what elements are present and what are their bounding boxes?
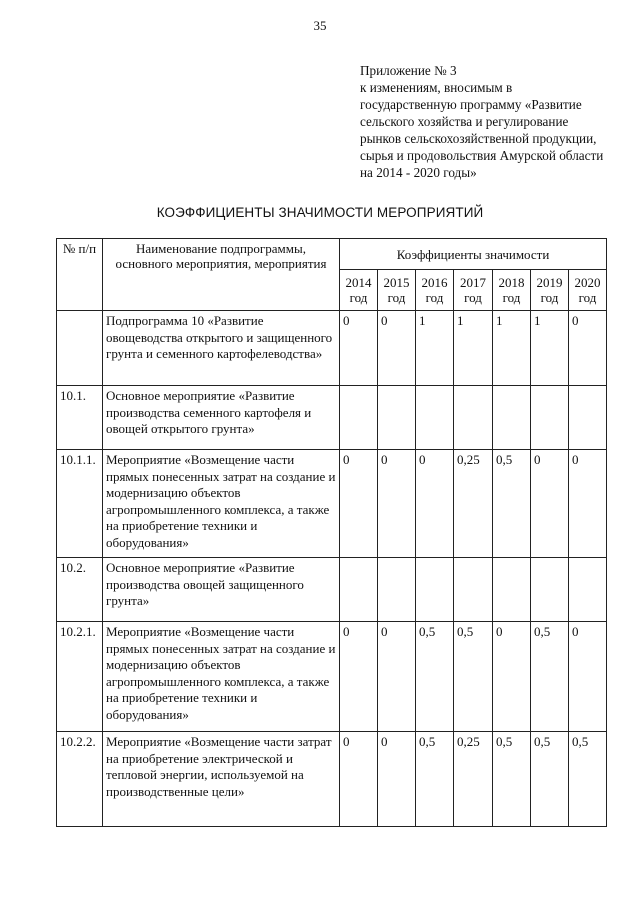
value-cell: 0 <box>340 311 378 386</box>
row-name: Мероприятие «Возмещение части прямых понесенных затрат на создание и модернизацию объектов агропромышленного комплекса, а также на приобретение техники и оборудования» <box>103 622 340 732</box>
year-label: 2019 <box>536 275 563 290</box>
value-cell: 1 <box>531 311 569 386</box>
value-cell: 0 <box>378 732 416 827</box>
document-title: КОЭФФИЦИЕНТЫ ЗНАЧИМОСТИ МЕРОПРИЯТИЙ <box>156 205 484 220</box>
year-unit: год <box>540 290 559 305</box>
value-cell: 0,5 <box>454 622 493 732</box>
year-label: 2016 <box>421 275 448 290</box>
value-cell <box>493 386 531 450</box>
year-unit: год <box>578 290 597 305</box>
value-cell <box>378 558 416 622</box>
value-cell: 1 <box>454 311 493 386</box>
appendix-line: сырья и продовольствия Амурской области <box>360 148 604 163</box>
value-cell: 0 <box>378 622 416 732</box>
value-cell <box>569 386 607 450</box>
value-cell <box>531 558 569 622</box>
value-cell <box>531 386 569 450</box>
appendix-line: сельского хозяйства и регулирование <box>360 114 569 129</box>
value-cell <box>378 386 416 450</box>
row-number: 10.2.2. <box>57 732 103 827</box>
row-number <box>57 311 103 386</box>
value-cell: 0,5 <box>416 622 454 732</box>
value-cell: 0 <box>569 311 607 386</box>
value-cell <box>416 558 454 622</box>
value-cell: 0,5 <box>569 732 607 827</box>
table-row <box>57 450 607 558</box>
value-cell: 0 <box>493 622 531 732</box>
appendix-line: на 2014 - 2020 годы» <box>360 165 477 180</box>
header-year-2019 <box>531 270 569 311</box>
value-cell <box>416 386 454 450</box>
row-name: Мероприятие «Возмещение части прямых понесенных затрат на создание и модернизацию объектов агропромышленного комплекса, а также на приобретение техники и оборудования» <box>103 450 340 558</box>
table-row <box>57 558 607 622</box>
appendix-line: Приложение № 3 <box>360 63 457 78</box>
appendix-line: к изменениям, вносимым в <box>360 80 513 95</box>
value-cell: 0 <box>340 732 378 827</box>
header-year-2017 <box>454 270 493 311</box>
table-row <box>57 622 607 732</box>
value-cell: 0 <box>378 311 416 386</box>
value-cell: 0 <box>569 622 607 732</box>
row-name: Мероприятие «Возмещение части затрат на приобретение электрической и тепловой энергии, используемой на производственные цели» <box>103 732 340 827</box>
year-unit: год <box>425 290 444 305</box>
value-cell: 0 <box>340 622 378 732</box>
header-year-2016 <box>416 270 454 311</box>
table-row <box>57 732 607 827</box>
header-year-2018 <box>493 270 531 311</box>
row-name: Подпрограмма 10 «Развитие овощеводства открытого и защищенного грунта и семенного картофелеводства» <box>103 311 340 386</box>
value-cell: 0,5 <box>416 732 454 827</box>
header-coefficients: Коэффициенты значимости <box>340 239 607 270</box>
coefficients-table <box>56 238 607 827</box>
year-label: 2014 <box>345 275 372 290</box>
appendix-note <box>360 62 630 181</box>
year-label: 2015 <box>383 275 410 290</box>
appendix-line: рынков сельскохозяйственной продукции, <box>360 131 597 146</box>
value-cell: 0 <box>531 450 569 558</box>
value-cell: 0 <box>416 450 454 558</box>
year-unit: год <box>349 290 368 305</box>
value-cell <box>340 386 378 450</box>
header-year-2014 <box>340 270 378 311</box>
value-cell: 0,5 <box>531 732 569 827</box>
year-label: 2018 <box>498 275 525 290</box>
row-number: 10.1.1. <box>57 450 103 558</box>
header-number: № п/п <box>57 239 103 311</box>
appendix-line: государственную программу «Развитие <box>360 97 582 112</box>
value-cell <box>340 558 378 622</box>
header-name: Наименование подпрограммы, основного мероприятия, мероприятия <box>103 239 340 311</box>
header-year-2020 <box>569 270 607 311</box>
value-cell <box>493 558 531 622</box>
value-cell: 0,25 <box>454 732 493 827</box>
row-number: 10.2.1. <box>57 622 103 732</box>
value-cell: 0 <box>340 450 378 558</box>
row-name: Основное мероприятие «Развитие производства овощей защищенного грунта» <box>103 558 340 622</box>
year-unit: год <box>387 290 406 305</box>
value-cell <box>569 558 607 622</box>
value-cell <box>454 558 493 622</box>
row-name: Основное мероприятие «Развитие производства семенного картофеля и овощей открытого грунта» <box>103 386 340 450</box>
year-unit: год <box>464 290 482 305</box>
value-cell: 0,5 <box>531 622 569 732</box>
value-cell: 1 <box>416 311 454 386</box>
table-row <box>57 386 607 450</box>
value-cell: 0,25 <box>454 450 493 558</box>
value-cell <box>454 386 493 450</box>
table-row <box>57 311 607 386</box>
value-cell: 0,5 <box>493 732 531 827</box>
row-number: 10.2. <box>57 558 103 622</box>
year-label: 2020 <box>574 275 601 290</box>
row-number: 10.1. <box>57 386 103 450</box>
value-cell: 0 <box>378 450 416 558</box>
year-unit: год <box>502 290 521 305</box>
value-cell: 1 <box>493 311 531 386</box>
value-cell: 0,5 <box>493 450 531 558</box>
header-year-2015 <box>378 270 416 311</box>
year-label: 2017 <box>460 275 486 290</box>
page-number: 35 <box>313 18 327 33</box>
value-cell: 0 <box>569 450 607 558</box>
